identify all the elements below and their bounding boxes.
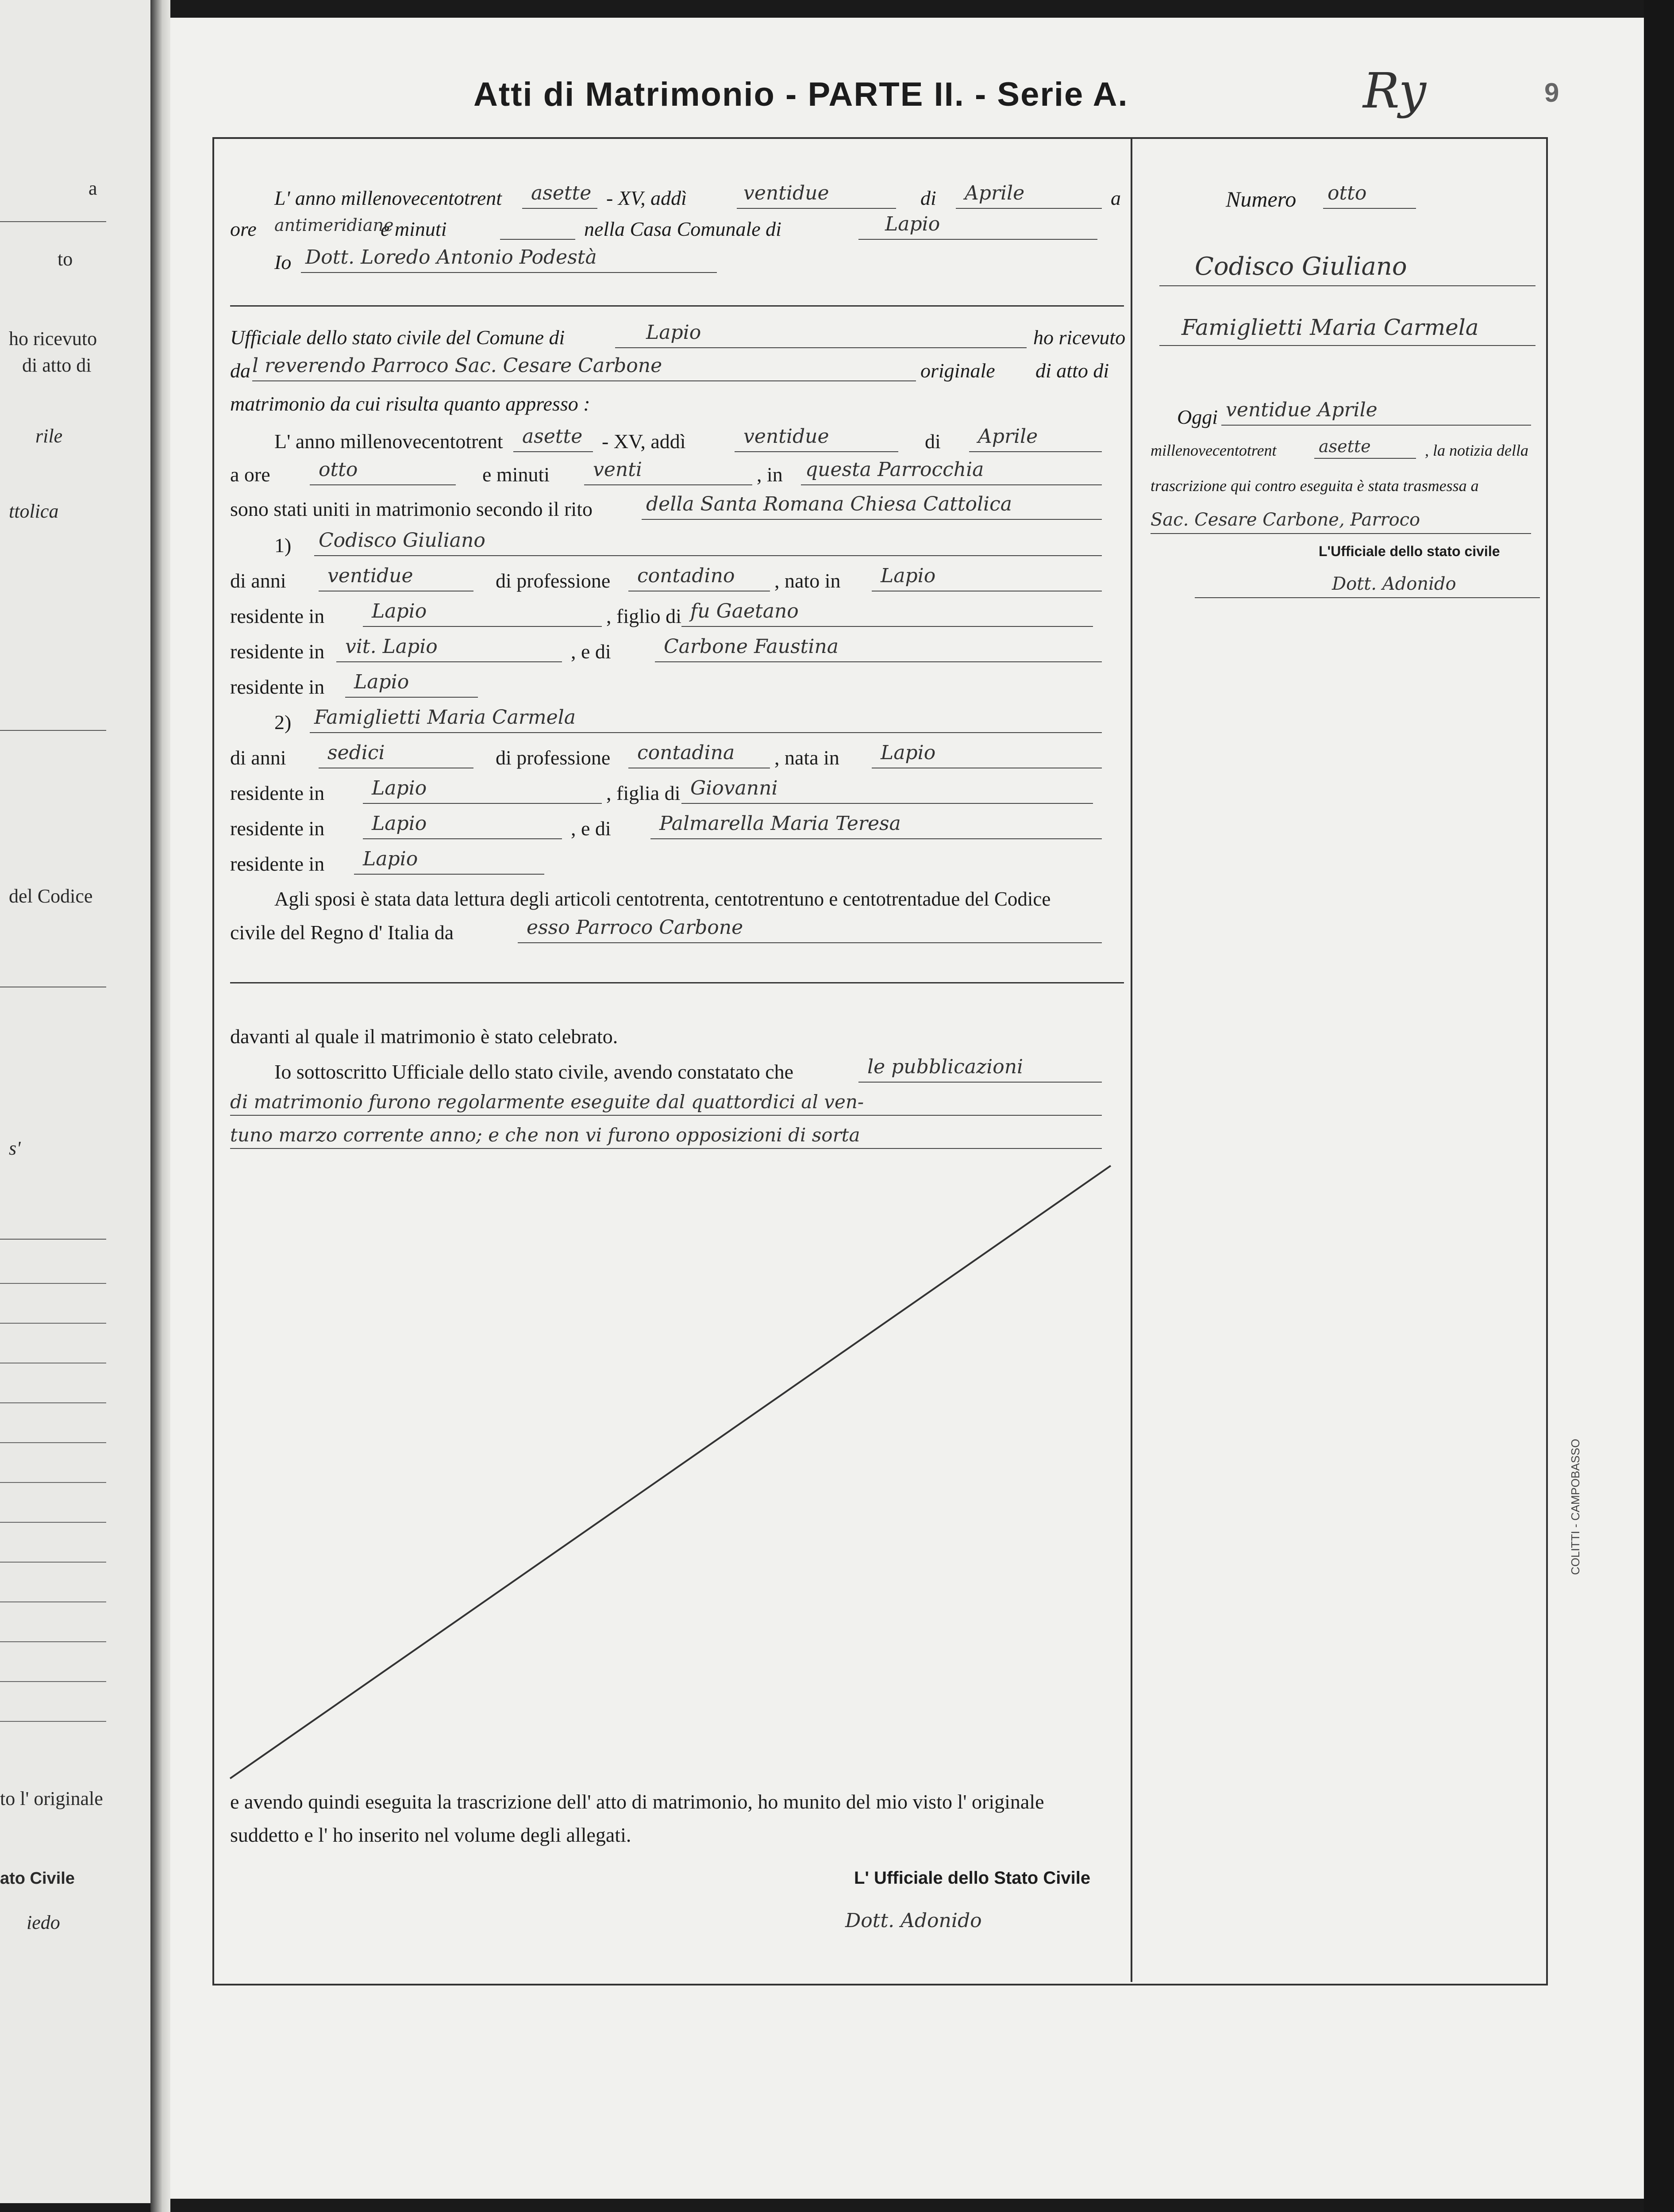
- handwritten-age: ventidue: [327, 565, 413, 587]
- act-text: Io: [274, 251, 292, 273]
- act-text: , e di: [571, 817, 611, 840]
- printer-imprint: COLITTI - CAMPOBASSO: [1569, 1439, 1582, 1575]
- handwritten-mother: Palmarella Maria Teresa: [659, 812, 901, 835]
- margin-label: Numero: [1226, 187, 1297, 211]
- signature-label: L'Ufficiale dello stato civile: [1319, 543, 1500, 559]
- handwritten-place: questa Parrocchia: [805, 458, 984, 481]
- left-fragment: ato Civile: [0, 1869, 75, 1888]
- handwritten-month: Aprile: [965, 182, 1025, 204]
- book-gutter: [150, 0, 170, 2212]
- act-text: a ore: [230, 463, 270, 486]
- handwritten-residence: Lapio: [363, 848, 418, 870]
- left-fragment: to: [58, 248, 73, 270]
- act-text: davanti al quale il matrimonio è stato celebrato.: [230, 1025, 618, 1048]
- handwritten-mother: Carbone Faustina: [664, 635, 839, 658]
- act-text: - XV, addì: [602, 430, 686, 453]
- handwritten-note: tuno marzo corrente anno; e che non vi furono opposizioni di sorta: [230, 1124, 860, 1146]
- handwritten-year: asette: [1319, 437, 1371, 456]
- page-title: Atti di Matrimonio - PARTE II. - Serie A.: [473, 76, 1128, 113]
- act-text: residente in: [230, 853, 325, 875]
- handwritten-hour: antimeridiane: [274, 215, 394, 235]
- margin-label: trascrizione qui contro eseguita è stata trasmessa a: [1151, 477, 1479, 495]
- act-text: sono stati uniti in matrimonio secondo il rito: [230, 498, 593, 520]
- act-text: di: [925, 430, 941, 453]
- register-mark: Ry: [1363, 62, 1427, 119]
- act-text: , figlio di: [606, 605, 681, 627]
- act-text: residente in: [230, 782, 325, 804]
- margin-label: millenovecentotrent: [1151, 442, 1277, 459]
- left-fragment: a: [89, 177, 97, 199]
- act-text: e avendo quindi eseguita la trascrizione dell' atto di matrimonio, ho munito del mio visto l' originale: [230, 1790, 1044, 1813]
- handwritten-minutes: venti: [593, 458, 642, 481]
- handwritten-residence: Lapio: [372, 777, 427, 799]
- act-text: di anni: [230, 746, 286, 769]
- page-edge: [1644, 0, 1674, 2212]
- signature-label: L' Ufficiale dello Stato Civile: [854, 1868, 1091, 1888]
- left-fragment: s': [9, 1137, 21, 1159]
- handwritten-town: Lapio: [646, 321, 701, 344]
- left-fragment: ho ricevuto: [9, 328, 97, 349]
- act-text: a: [1111, 187, 1121, 209]
- act-text: residente in: [230, 817, 325, 840]
- handwritten-reader: esso Parroco Carbone: [527, 916, 743, 939]
- act-text: e minuti: [482, 463, 550, 486]
- act-text: e minuti: [381, 218, 447, 240]
- left-fragment: del Codice: [9, 885, 93, 907]
- handwritten-year: asette: [522, 425, 583, 448]
- handwritten-note: di matrimonio furono regolarmente eseguite dal quattordici al ven-: [230, 1091, 864, 1113]
- handwritten-date: ventidue Aprile: [1226, 399, 1378, 421]
- groom-number: 1): [274, 534, 292, 557]
- left-fragment: rile: [35, 425, 63, 447]
- act-text: di atto di: [1035, 359, 1109, 382]
- act-text: Io sottoscritto Ufficiale dello stato civile, avendo constatato che: [274, 1060, 794, 1083]
- handwritten-day: ventidue: [743, 182, 829, 204]
- page-number: 9: [1544, 78, 1560, 108]
- cancellation-stroke: [221, 1159, 1124, 1787]
- left-fragment: iedo: [27, 1912, 60, 1933]
- act-text: nella Casa Comunale di: [584, 218, 781, 240]
- act-text: , nato in: [774, 569, 841, 592]
- handwritten-year: asette: [531, 182, 592, 204]
- handwritten-priest: l reverendo Parroco Sac. Cesare Carbone: [252, 354, 662, 377]
- handwritten-rite: della Santa Romana Chiesa Cattolica: [646, 493, 1012, 515]
- handwritten-age: sedici: [327, 741, 385, 764]
- officer-signature: Dott. Adonido: [845, 1909, 982, 1932]
- act-text: di professione: [496, 746, 611, 769]
- handwritten-town: Lapio: [885, 213, 940, 235]
- handwritten-officer: Dott. Loredo Antonio Podestà: [305, 246, 597, 269]
- handwritten-recipient: Sac. Cesare Carbone, Parroco: [1151, 510, 1420, 530]
- handwritten-hour: otto: [319, 458, 358, 481]
- act-text: L' anno millenovecentotrent: [274, 430, 503, 453]
- handwritten-name: Famiglietti Maria Carmela: [1181, 315, 1479, 340]
- act-text: civile del Regno d' Italia da: [230, 921, 454, 944]
- handwritten-birthplace: Lapio: [881, 565, 936, 587]
- act-text: Agli sposi è stata data lettura degli articoli centotrenta, centotrentuno e centotrentadue del Codice: [274, 888, 1051, 910]
- handwritten-residence: Lapio: [372, 812, 427, 835]
- handwritten-day: ventidue: [743, 425, 829, 448]
- handwritten-number: otto: [1328, 182, 1367, 204]
- bride-number: 2): [274, 711, 292, 733]
- act-text: , e di: [571, 640, 611, 663]
- handwritten-month: Aprile: [978, 425, 1038, 448]
- handwritten-groom: Codisco Giuliano: [319, 529, 485, 552]
- left-fragment: to l' originale: [0, 1788, 103, 1809]
- act-text: , figlia di: [606, 782, 681, 804]
- act-text: residente in: [230, 640, 325, 663]
- act-text: di: [920, 187, 936, 209]
- column-divider: [1131, 137, 1132, 1982]
- handwritten-birthplace: Lapio: [881, 741, 936, 764]
- officer-signature: Dott. Adonido: [1332, 574, 1456, 594]
- left-page-fragment: [0, 0, 152, 2203]
- act-text: da: [230, 359, 250, 382]
- act-text: - XV, addì: [606, 187, 687, 209]
- margin-label: , la notizia della: [1425, 442, 1528, 459]
- left-fragment: ttolica: [9, 500, 59, 522]
- handwritten-residence: Lapio: [372, 600, 427, 622]
- act-text: ho ricevuto: [1033, 326, 1126, 349]
- handwritten-residence: Lapio: [354, 671, 409, 693]
- act-text: residente in: [230, 605, 325, 627]
- margin-label: Oggi: [1177, 406, 1218, 428]
- act-text: Ufficiale dello stato civile del Comune di: [230, 326, 565, 349]
- act-text: originale: [920, 359, 995, 382]
- handwritten-note: le pubblicazioni: [867, 1056, 1024, 1078]
- act-text: , in: [757, 463, 783, 486]
- act-text: L' anno millenovecentotrent: [274, 187, 502, 209]
- handwritten-residence: vit. Lapio: [345, 635, 438, 658]
- handwritten-father: Giovanni: [690, 777, 778, 799]
- act-text: suddetto e l' ho inserito nel volume degli allegati.: [230, 1824, 631, 1846]
- act-text: residente in: [230, 676, 325, 698]
- act-text: matrimonio da cui risulta quanto appresso :: [230, 392, 590, 415]
- handwritten-father: fu Gaetano: [690, 600, 799, 622]
- act-text: di anni: [230, 569, 286, 592]
- handwritten-profession: contadina: [637, 741, 735, 764]
- handwritten-profession: contadino: [637, 565, 735, 587]
- handwritten-name: Codisco Giuliano: [1195, 252, 1407, 281]
- left-fragment: di atto di: [22, 354, 92, 376]
- act-text: , nata in: [774, 746, 839, 769]
- handwritten-bride: Famiglietti Maria Carmela: [314, 706, 576, 729]
- act-text: di professione: [496, 569, 611, 592]
- act-text: ore: [230, 218, 257, 240]
